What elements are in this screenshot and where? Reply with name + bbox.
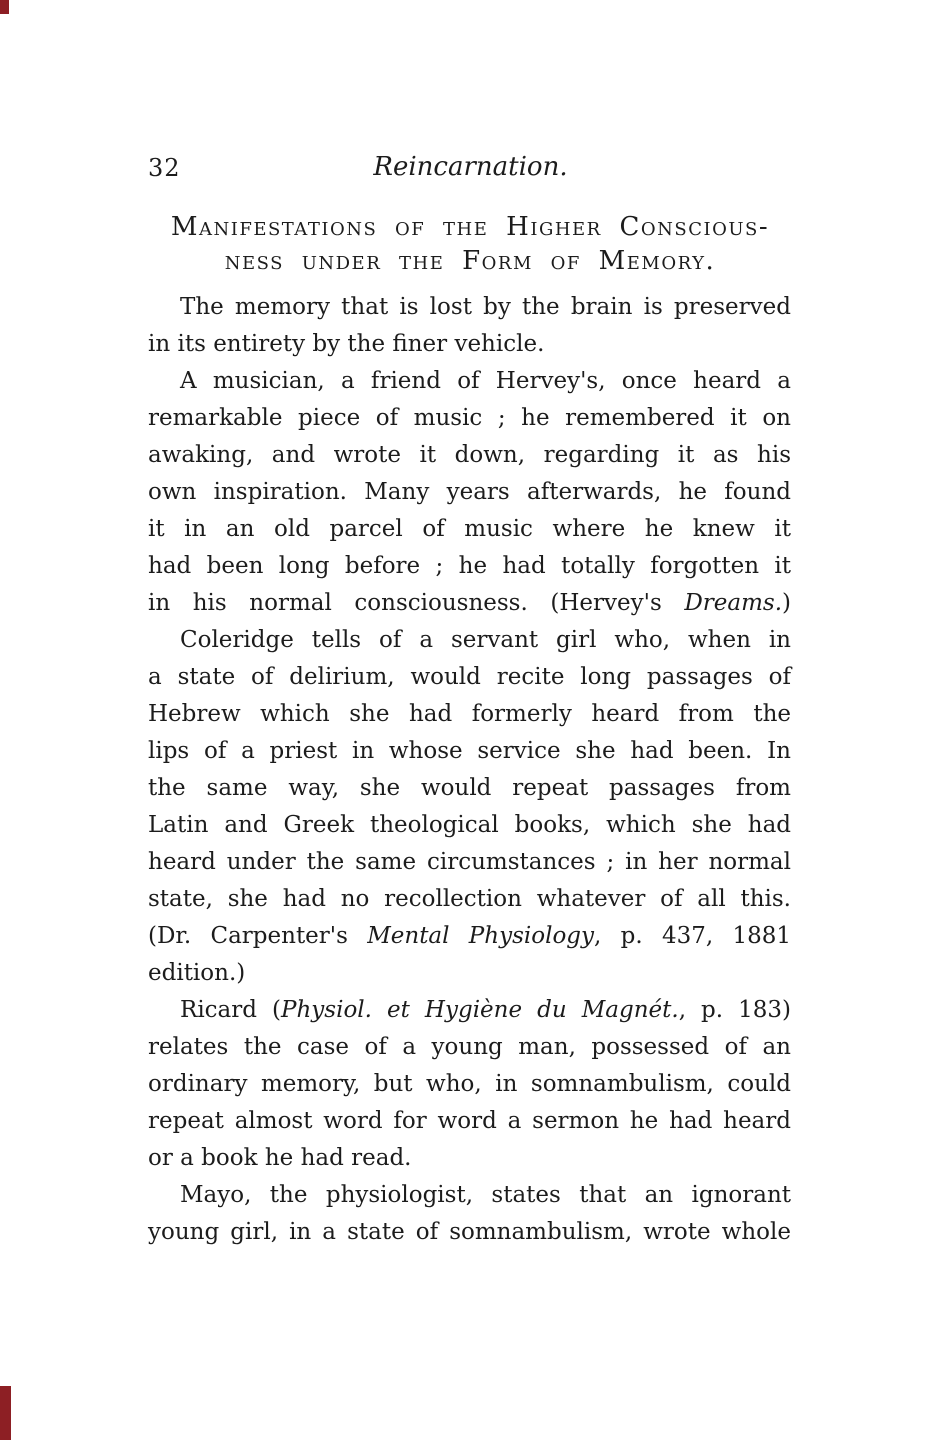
text-line: relates the case of a young man, possessed of an bbox=[148, 1034, 791, 1060]
text-line: young girl, in a state of somnambulism, wrote whole bbox=[148, 1219, 791, 1245]
section-heading-line2: ness under the Form of Memory. bbox=[224, 246, 716, 276]
section-heading-line1: Manifestations of the Higher Conscious- bbox=[170, 212, 770, 242]
text-line: Ricard (Physiol. et Hygiène du Magnét., p. 183) bbox=[180, 997, 791, 1023]
section-heading bbox=[120, 210, 820, 278]
text-line: awaking, and wrote it down, regarding it as his bbox=[148, 442, 791, 468]
paragraph bbox=[148, 363, 791, 622]
scan-edge-mark-bottom bbox=[0, 1386, 11, 1440]
text-line: state, she had no recollection whatever of all this. bbox=[148, 886, 791, 912]
text-line: Latin and Greek theological books, which she had bbox=[148, 812, 791, 838]
paragraph bbox=[148, 289, 791, 363]
text-line: A musician, a friend of Hervey's, once heard a bbox=[180, 368, 791, 394]
text-line: remarkable piece of music ; he remembered it on bbox=[148, 405, 791, 431]
text-line: repeat almost word for word a sermon he had heard bbox=[148, 1108, 791, 1134]
text-line: Mayo, the physiologist, states that an ignorant bbox=[180, 1182, 791, 1208]
text-line: (Dr. Carpenter's Mental Physiology, p. 437, 1881 bbox=[148, 923, 791, 949]
text-line: Hebrew which she had formerly heard from the bbox=[148, 701, 791, 727]
paragraph bbox=[148, 1177, 791, 1251]
page-number: 32 bbox=[148, 154, 181, 182]
scan-edge-mark-top bbox=[0, 0, 9, 14]
text-line: in his normal consciousness. (Hervey's Dreams.) bbox=[148, 590, 791, 616]
text-line: Coleridge tells of a servant girl who, when in bbox=[180, 627, 791, 653]
text-line: lips of a priest in whose service she had been. In bbox=[148, 738, 791, 764]
text-line: edition.) bbox=[148, 960, 246, 986]
text-line: it in an old parcel of music where he knew it bbox=[148, 516, 791, 542]
text-line: ordinary memory, but who, in somnambulism, could bbox=[148, 1071, 791, 1097]
text-line: a state of delirium, would recite long passages of bbox=[148, 664, 791, 690]
text-line: the same way, she would repeat passages from bbox=[148, 775, 791, 801]
text-line: or a book he had read. bbox=[148, 1145, 412, 1171]
text-line: heard under the same circumstances ; in her normal bbox=[148, 849, 791, 875]
running-header bbox=[0, 152, 941, 188]
text-line: in its entirety by the finer vehicle. bbox=[148, 331, 545, 357]
paragraph bbox=[148, 622, 791, 992]
running-title: Reincarnation. bbox=[373, 152, 568, 182]
text-line: had been long before ; he had totally forgotten it bbox=[148, 553, 791, 579]
body-text bbox=[148, 289, 791, 1251]
text-line: own inspiration. Many years afterwards, he found bbox=[148, 479, 791, 505]
paragraph bbox=[148, 992, 791, 1177]
text-line: The memory that is lost by the brain is preserved bbox=[180, 294, 791, 320]
